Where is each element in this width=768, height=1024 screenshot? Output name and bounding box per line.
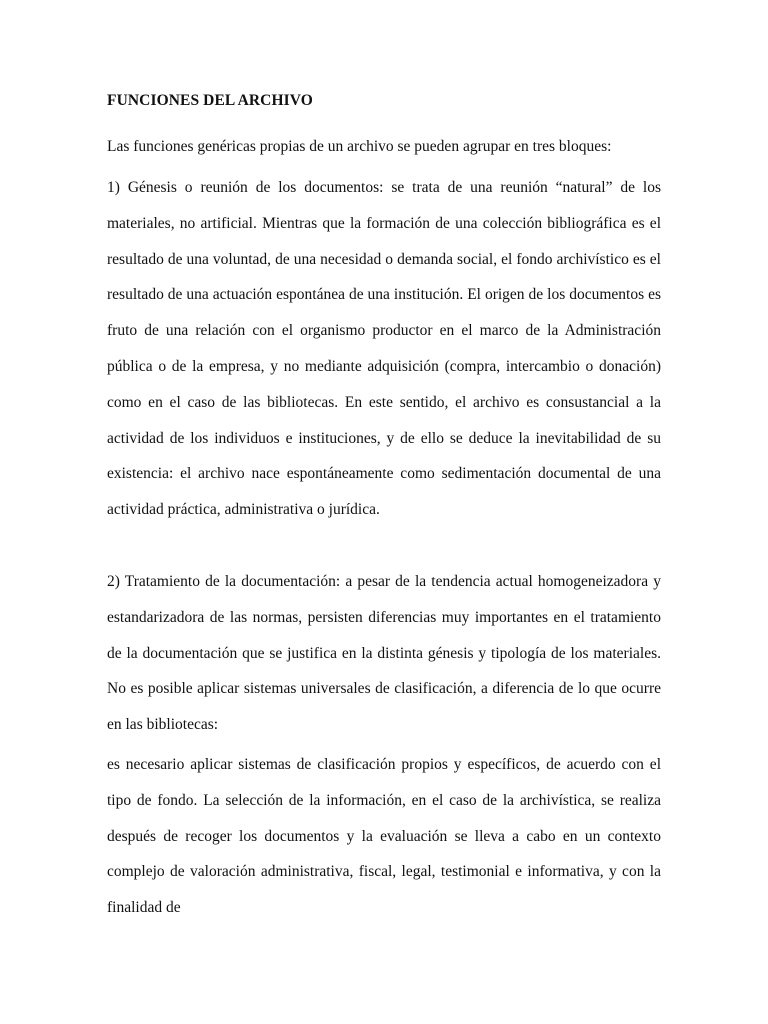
document-page bbox=[107, 88, 661, 926]
document-title: FUNCIONES DEL ARCHIVO bbox=[107, 92, 313, 109]
paragraph-clasificacion: es necesario aplicar sistemas de clasificación propios y específicos, de acuerdo con el tipo de fondo. La selección de la información, en el caso de la archivística, se realiza después de recoger los documentos y la evaluación se lleva a cabo en un contexto complejo de valoración administrativa, fiscal, legal, testimonial e informativa, y con la finalidad de bbox=[107, 755, 661, 917]
paragraph-genesis: 1) Génesis o reunión de los documentos: se trata de una reunión “natural” de los materiales, no artificial. Mientras que la formación de una colección bibliográfica es el resultado de una voluntad, de una necesidad o demanda social, el fondo archivístico es el resultado de una actuación espontánea de una institución. El origen de los documentos es fruto de una relación con el organismo productor en el marco de la Administración pública o de la empresa, y no mediante adquisición (compra, intercambio o donación) como en el caso de las bibliotecas. En este sentido, el archivo es consustancial a la actividad de los individuos e instituciones, y de ello se deduce la inevitabilidad de su existencia: el archivo nace espontáneamente como sedimentación documental de una actividad práctica, administrativa o jurídica. bbox=[107, 179, 661, 519]
intro-paragraph: Las funciones genéricas propias de un archivo se pueden agrupar en tres bloques: bbox=[107, 138, 612, 155]
paragraph-tratamiento: 2) Tratamiento de la documentación: a pesar de la tendencia actual homogeneizadora y estandarizadora de las normas, persisten diferencias muy importantes en el tratamiento de la documentación que se justifica en la distinta génesis y tipología de los materiales. No es posible aplicar sistemas universales de clasificación, a diferencia de lo que ocurre en las bibliotecas: bbox=[107, 572, 661, 734]
